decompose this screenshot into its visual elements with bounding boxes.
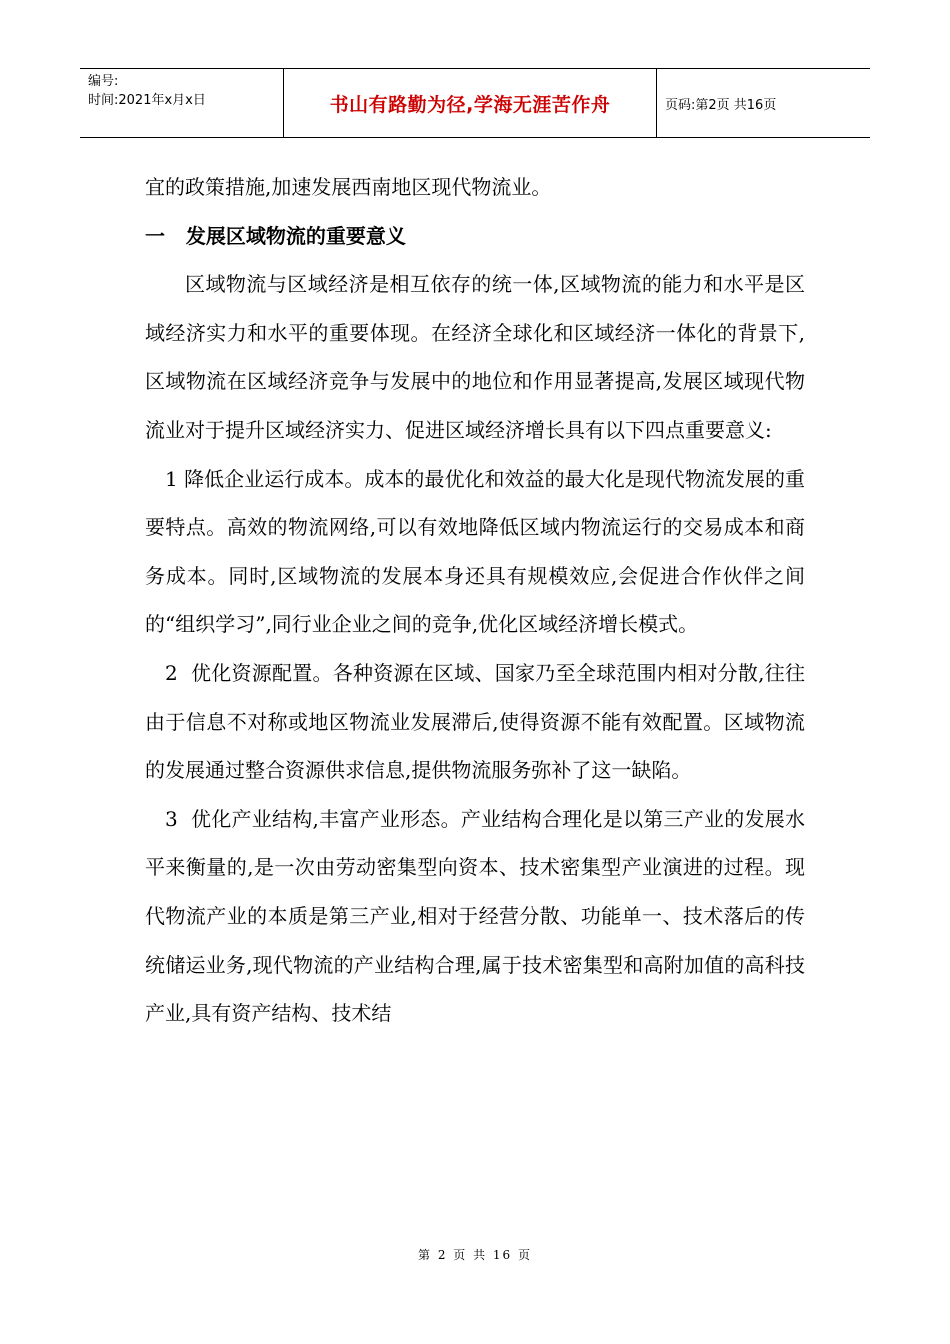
document-date: 时间:2021年x月x日 bbox=[88, 93, 206, 108]
document-number-label: 编号: bbox=[88, 74, 119, 89]
header-motto: 书山有路勤为径,学海无涯苦作舟 bbox=[284, 69, 657, 137]
list-item-3: 3 优化产业结构,丰富产业形态。产业结构合理化是以第三产业的发展水平来衡量的,是一次由劳动密集型向资本、技术密集型产业演进的过程。现代物流产业的本质是第三产业,相对于经营分散、功能单一、技术落后的传统储运业务,现代物流的产业结构合理,属于技术密集型和高附加值的高科技产业,具有资产结构、技术结 bbox=[145, 806, 805, 1026]
list-item-1: 1 降低企业运行成本。成本的最优化和效益的最大化是现代物流发展的重要特点。高效的物流网络,可以有效地降低区域内物流运行的交易成本和商务成本。同时,区域物流的发展本身还具有规模效应,会促进合作伙伴之间的“组织学习”,同行业企业之间的竞争,优化区域经济增长模式。 bbox=[145, 466, 805, 637]
paragraph-intro: 区域物流与区域经济是相互依存的统一体,区域物流的能力和水平是区域经济实力和水平的重要体现。在经济全球化和区域经济一体化的背景下,区域物流在区域经济竞争与发展中的地位和作用显著提高,发展区域现代物流业对于提升区域经济实力、促进区域经济增长具有以下四点重要意义: bbox=[145, 272, 805, 442]
header-page-info: 页码:第2页 共16页 bbox=[665, 97, 777, 113]
document-body bbox=[145, 163, 805, 1038]
list-item-2: 2 优化资源配置。各种资源在区域、国家乃至全球范围内相对分散,往往由于信息不对称或地区物流业发展滞后,使得资源不能有效配置。区域物流的发展通过整合资源供求信息,提供物流服务弥补了这一缺陷。 bbox=[145, 660, 805, 783]
paragraph-continuation: 宜的政策措施,加速发展西南地区现代物流业。 bbox=[145, 175, 552, 199]
page-footer: 第 2 页 共 16 页 bbox=[418, 1248, 532, 1262]
page-header bbox=[80, 68, 870, 138]
header-meta bbox=[80, 69, 284, 137]
section-heading: 一 发展区域物流的重要意义 bbox=[145, 223, 406, 248]
